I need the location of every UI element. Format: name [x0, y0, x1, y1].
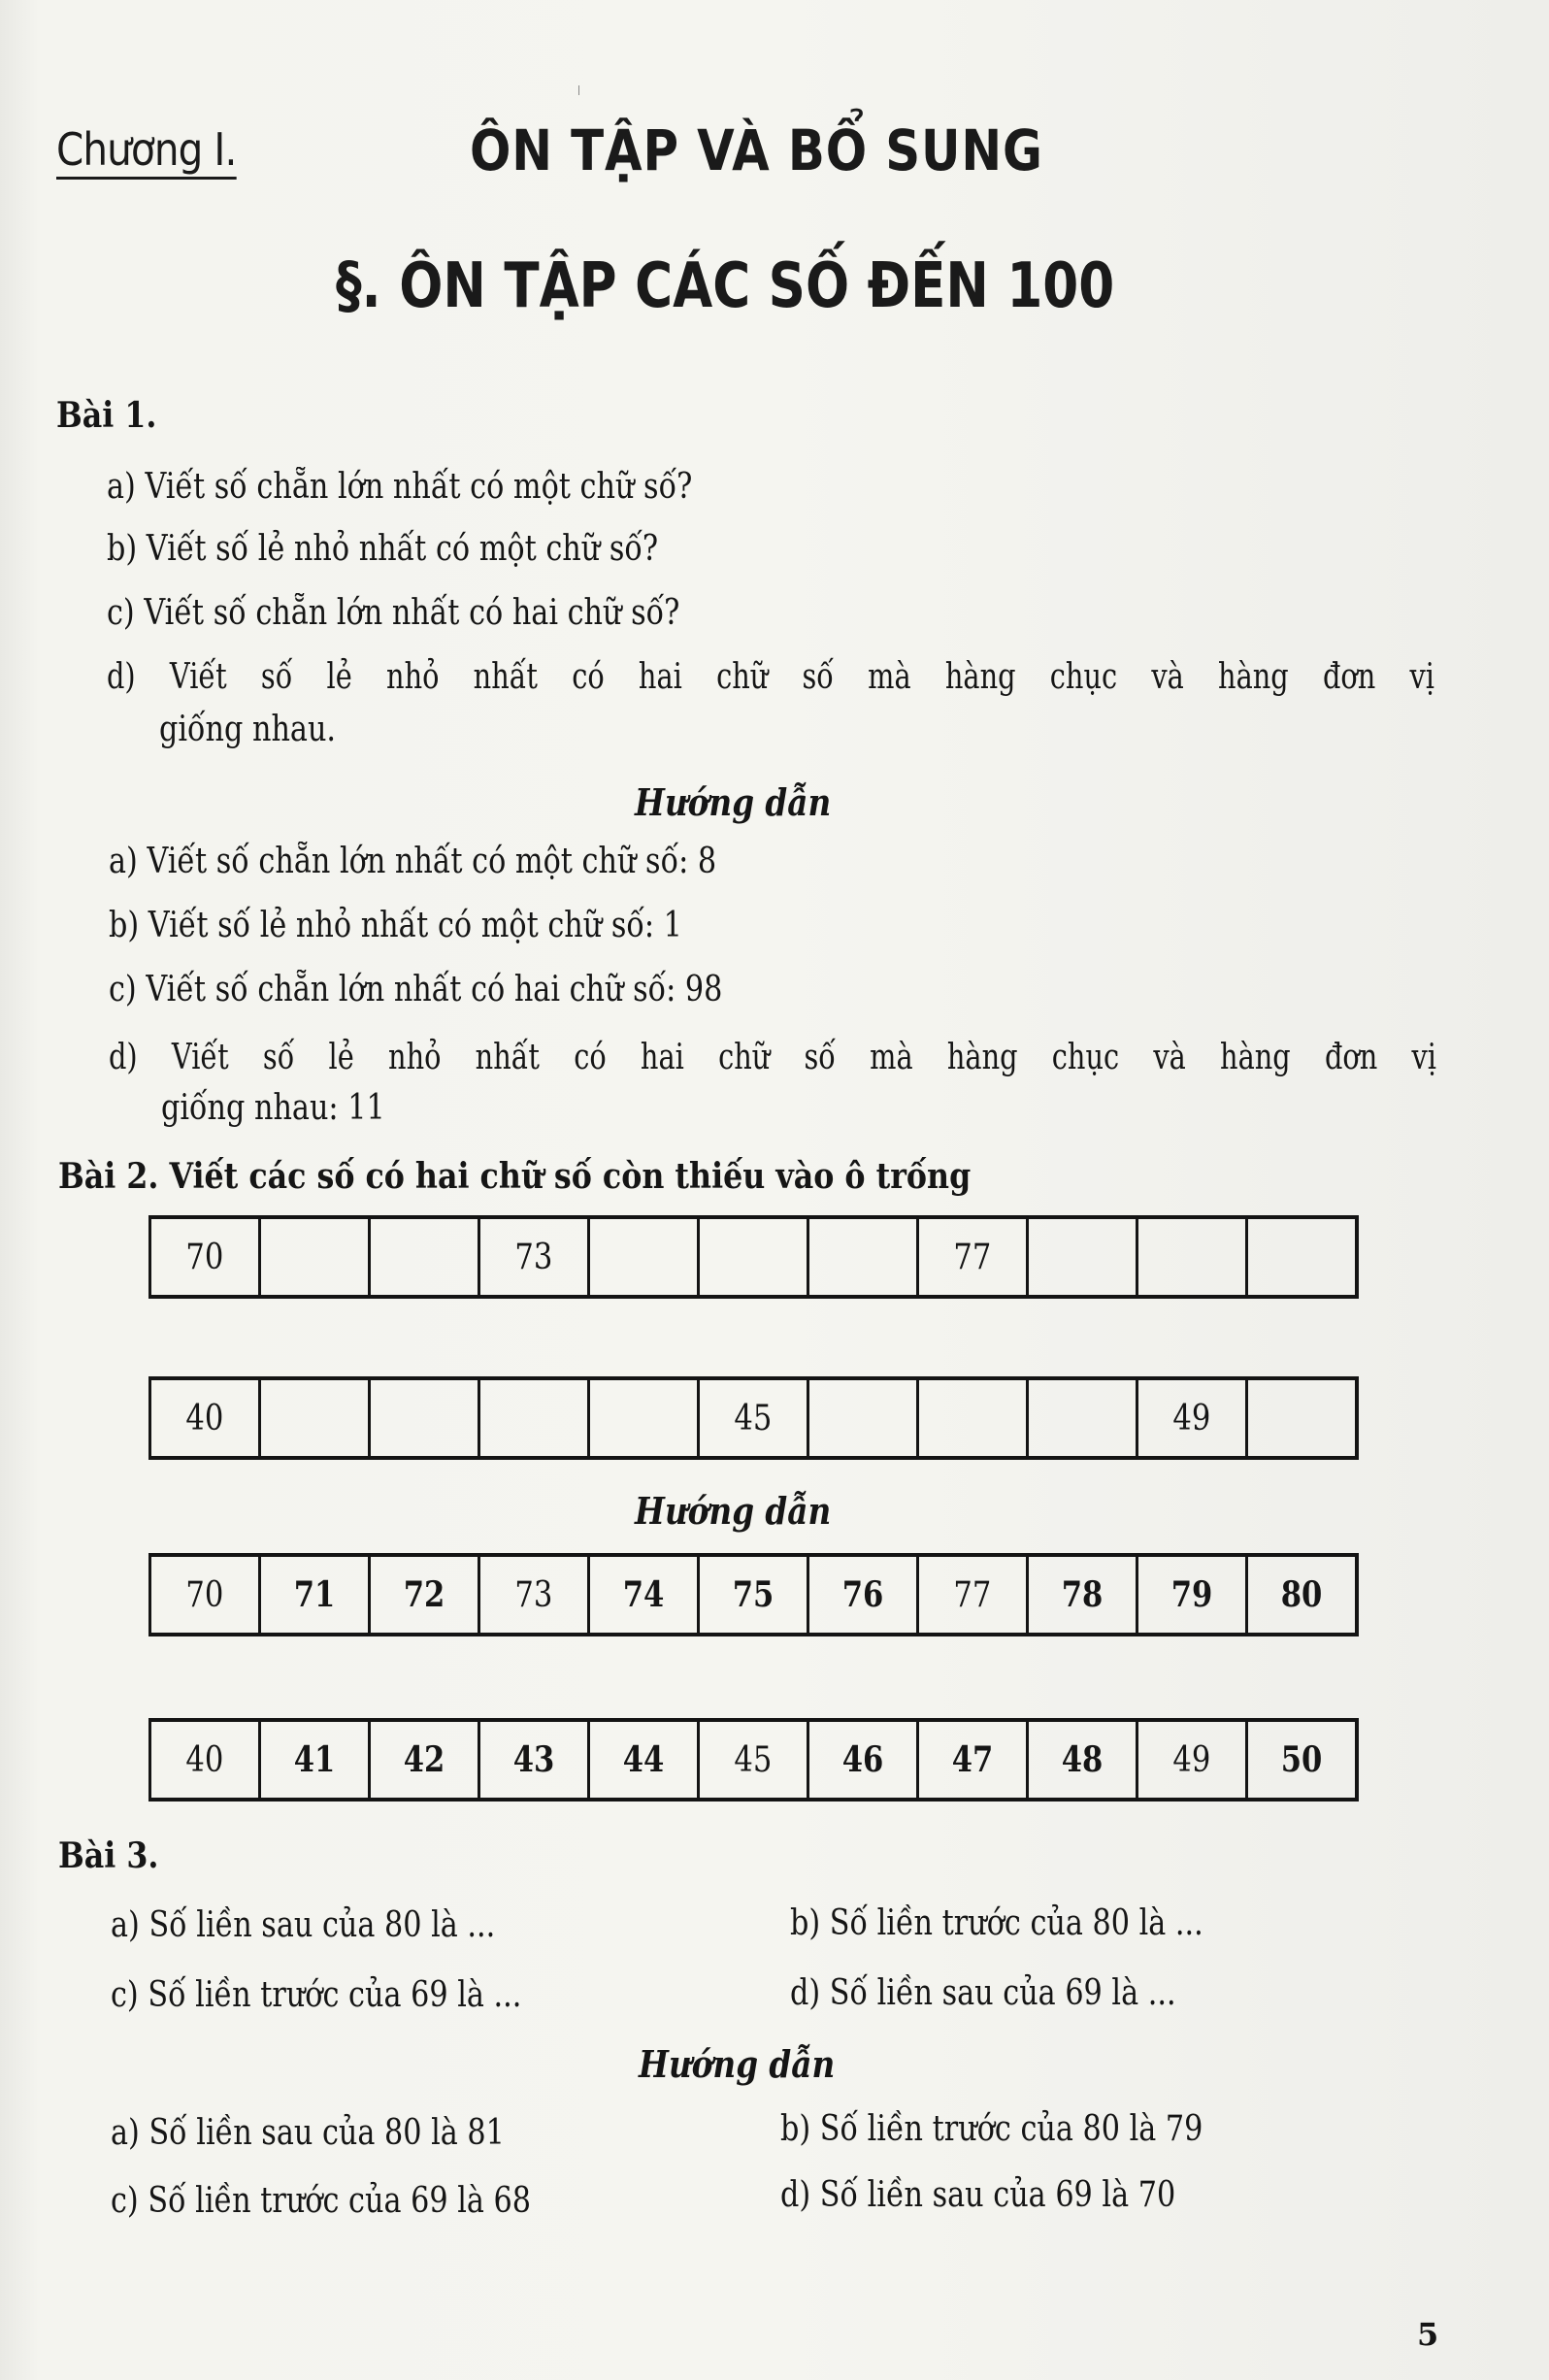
exercise-2-guide-title: Hướng dẫn — [635, 1489, 832, 1533]
grid-cell-answer: 78 — [1029, 1557, 1138, 1633]
exercise-3-question-b: b) Số liền trước của 80 là ... — [790, 1903, 1203, 1943]
exercise-3-answer-d: d) Số liền sau của 69 là 70 — [780, 2175, 1176, 2215]
grid-cell: 77 — [919, 1557, 1029, 1633]
grid-cell-empty — [590, 1380, 700, 1456]
exercise-1-title: Bài 1. — [56, 395, 157, 436]
exercise-1-question-a: a) Viết số chẵn lớn nhất có một chữ số? — [107, 467, 693, 507]
grid-cell: 45 — [700, 1380, 809, 1456]
grid-cell-empty — [590, 1219, 700, 1295]
grid-cell-answer: 48 — [1029, 1722, 1138, 1798]
grid-cell: 70 — [151, 1219, 261, 1295]
grid-cell-empty — [809, 1380, 919, 1456]
grid-cell-answer: 76 — [809, 1557, 919, 1633]
grid-cell: 77 — [919, 1219, 1029, 1295]
answer-grid-40 — [148, 1718, 1359, 1802]
grid-cell-answer: 74 — [590, 1557, 700, 1633]
exercise-1-answer-b: b) Viết số lẻ nhỏ nhất có một chữ số: 1 — [109, 906, 682, 945]
exercise-3-guide-title: Hướng dẫn — [639, 2042, 836, 2086]
exercise-grid-40 — [148, 1376, 1359, 1460]
print-mark — [578, 85, 579, 95]
grid-cell: 70 — [151, 1557, 261, 1633]
exercise-1-answer-d: d) Viết số lẻ nhỏ nhất có hai chữ số mà hàng chục và hàng đơn vị — [109, 1038, 1436, 1077]
exercise-3-title: Bài 3. — [58, 1835, 159, 1876]
grid-cell-answer: 43 — [480, 1722, 590, 1798]
grid-cell-answer: 46 — [809, 1722, 919, 1798]
exercise-3-question-a: a) Số liền sau của 80 là ... — [111, 1905, 496, 1945]
grid-cell-empty — [809, 1219, 919, 1295]
grid-cell-answer: 71 — [261, 1557, 371, 1633]
exercise-3-question-d: d) Số liền sau của 69 là ... — [790, 1973, 1176, 2013]
grid-cell-empty — [700, 1219, 809, 1295]
section-title: §. ÔN TẬP CÁC SỐ ĐẾN 100 — [336, 250, 1115, 322]
grid-cell-answer: 72 — [371, 1557, 480, 1633]
grid-cell-answer: 79 — [1138, 1557, 1248, 1633]
exercise-1-question-b: b) Viết số lẻ nhỏ nhất có một chữ số? — [107, 529, 659, 569]
grid-cell-answer: 41 — [261, 1722, 371, 1798]
grid-cell-empty — [371, 1380, 480, 1456]
grid-cell: 49 — [1138, 1380, 1248, 1456]
grid-cell-empty — [1248, 1380, 1355, 1456]
grid-cell: 49 — [1138, 1722, 1248, 1798]
answer-grid-70 — [148, 1553, 1359, 1636]
grid-cell-empty — [261, 1219, 371, 1295]
page-number: 5 — [1417, 2316, 1439, 2353]
exercise-1-question-d: d) Viết số lẻ nhỏ nhất có hai chữ số mà hàng chục và hàng đơn vị — [107, 657, 1434, 697]
exercise-1-question-c: c) Viết số chẵn lớn nhất có hai chữ số? — [107, 593, 680, 633]
grid-cell-answer: 50 — [1280, 1739, 1323, 1780]
exercise-2-title: Bài 2. Viết các số có hai chữ số còn thiếu vào ô trống — [58, 1156, 972, 1197]
grid-cell-empty — [261, 1380, 371, 1456]
grid-cell: 45 — [700, 1722, 809, 1798]
grid-cell-answer: 42 — [371, 1722, 480, 1798]
grid-cell: 73 — [480, 1557, 590, 1633]
grid-cell-empty — [1138, 1219, 1248, 1295]
grid-cell-answer: 75 — [700, 1557, 809, 1633]
grid-cell-empty — [1029, 1219, 1138, 1295]
chapter-title: ÔN TẬP VÀ BỔ SUNG — [470, 117, 1043, 183]
exercise-1-answer-d-cont: giống nhau: 11 — [161, 1088, 385, 1128]
exercise-3-answer-b: b) Số liền trước của 80 là 79 — [780, 2109, 1203, 2149]
exercise-3-answer-a: a) Số liền sau của 80 là 81 — [111, 2113, 505, 2153]
grid-cell-empty — [371, 1219, 480, 1295]
chapter-label: Chương I. — [56, 124, 236, 180]
grid-cell: 40 — [151, 1380, 261, 1456]
exercise-1-answer-c: c) Viết số chẵn lớn nhất có hai chữ số: 98 — [109, 970, 723, 1009]
grid-cell-empty — [1248, 1219, 1355, 1295]
grid-cell-answer: 44 — [590, 1722, 700, 1798]
grid-cell: 40 — [151, 1722, 261, 1798]
grid-cell-empty — [480, 1380, 590, 1456]
exercise-1-question-d-cont: giống nhau. — [159, 710, 337, 749]
grid-cell-answer: 47 — [919, 1722, 1029, 1798]
grid-cell: 73 — [480, 1219, 590, 1295]
exercise-3-question-c: c) Số liền trước của 69 là ... — [111, 1975, 522, 2015]
grid-cell-empty — [919, 1380, 1029, 1456]
exercise-grid-70 — [148, 1215, 1359, 1299]
exercise-1-answer-a: a) Viết số chẵn lớn nhất có một chữ số: 8 — [109, 842, 717, 881]
grid-cell-empty — [1029, 1380, 1138, 1456]
grid-cell-answer: 80 — [1280, 1574, 1323, 1615]
exercise-3-answer-c: c) Số liền trước của 69 là 68 — [111, 2181, 531, 2221]
exercise-1-guide-title: Hướng dẫn — [635, 780, 832, 824]
